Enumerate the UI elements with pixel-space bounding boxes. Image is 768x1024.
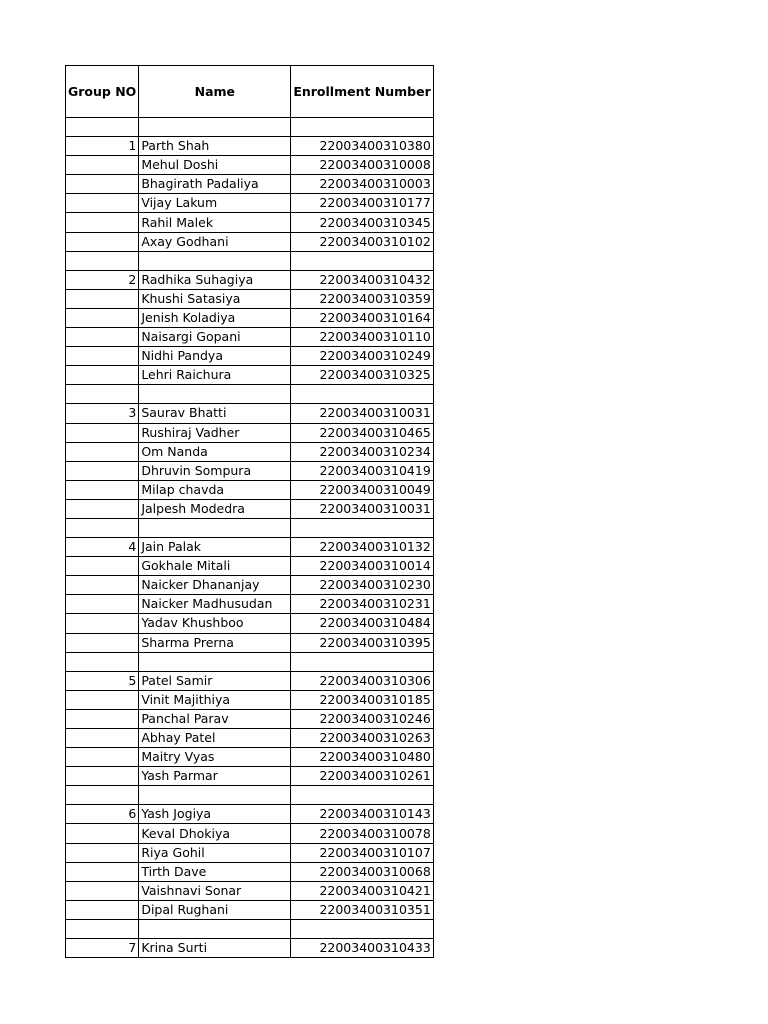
table-row <box>66 690 434 709</box>
empty-cell <box>139 919 291 938</box>
empty-cell <box>66 633 139 652</box>
enrollment-cell: 22003400310177 <box>291 194 433 213</box>
name-cell: Abhay Patel <box>139 729 291 748</box>
table-row <box>66 328 434 347</box>
table-row <box>66 308 434 327</box>
enrollment-cell: 22003400310078 <box>291 824 433 843</box>
enrollment-cell: 22003400310031 <box>291 499 433 518</box>
table-row <box>66 595 434 614</box>
table-row <box>66 137 434 156</box>
name-cell: Jenish Koladiya <box>139 308 291 327</box>
enrollment-cell: 22003400310230 <box>291 576 433 595</box>
enrollment-cell: 22003400310465 <box>291 423 433 442</box>
spacer-row <box>66 385 434 404</box>
empty-cell <box>66 289 139 308</box>
enrollment-cell: 22003400310231 <box>291 595 433 614</box>
name-cell: Vinit Majithiya <box>139 690 291 709</box>
name-cell: Parth Shah <box>139 137 291 156</box>
empty-cell <box>139 251 291 270</box>
header-enrollment: Enrollment Number <box>291 66 433 118</box>
enrollment-cell: 22003400310249 <box>291 347 433 366</box>
name-cell: Vaishnavi Sonar <box>139 881 291 900</box>
empty-cell <box>66 213 139 232</box>
spacer-row <box>66 518 434 537</box>
empty-cell <box>66 881 139 900</box>
empty-cell <box>66 786 139 805</box>
empty-cell <box>66 576 139 595</box>
name-cell: Lehri Raichura <box>139 366 291 385</box>
group-number-cell: 3 <box>66 404 139 423</box>
group-number-cell: 7 <box>66 939 139 958</box>
empty-cell <box>66 385 139 404</box>
table-row <box>66 156 434 175</box>
table-row <box>66 939 434 958</box>
name-cell: Naisargi Gopani <box>139 328 291 347</box>
name-cell: Krina Surti <box>139 939 291 958</box>
empty-cell <box>66 595 139 614</box>
empty-cell <box>66 366 139 385</box>
empty-cell <box>66 614 139 633</box>
spacer-row <box>66 118 434 137</box>
name-cell: Bhagirath Padaliya <box>139 175 291 194</box>
name-cell: Sharma Prerna <box>139 633 291 652</box>
table-row <box>66 232 434 251</box>
table-row <box>66 614 434 633</box>
empty-cell <box>66 919 139 938</box>
spacer-row <box>66 652 434 671</box>
enrollment-cell: 22003400310433 <box>291 939 433 958</box>
empty-cell <box>66 729 139 748</box>
name-cell: Panchal Parav <box>139 709 291 728</box>
table-body <box>66 118 434 958</box>
empty-cell <box>66 118 139 137</box>
name-cell: Nidhi Pandya <box>139 347 291 366</box>
enrollment-cell: 22003400310008 <box>291 156 433 175</box>
empty-cell <box>139 385 291 404</box>
empty-cell <box>66 308 139 327</box>
header-row <box>66 66 434 118</box>
name-cell: Riya Gohil <box>139 843 291 862</box>
name-cell: Yash Parmar <box>139 767 291 786</box>
table-row <box>66 499 434 518</box>
empty-cell <box>66 194 139 213</box>
empty-cell <box>66 690 139 709</box>
name-cell: Patel Samir <box>139 671 291 690</box>
name-cell: Dipal Rughani <box>139 900 291 919</box>
name-cell: Naicker Dhananjay <box>139 576 291 595</box>
empty-cell <box>291 652 433 671</box>
name-cell: Khushi Satasiya <box>139 289 291 308</box>
name-cell: Rushiraj Vadher <box>139 423 291 442</box>
name-cell: Jain Palak <box>139 538 291 557</box>
name-cell: Rahil Malek <box>139 213 291 232</box>
empty-cell <box>66 328 139 347</box>
enrollment-cell: 22003400310480 <box>291 748 433 767</box>
empty-cell <box>139 652 291 671</box>
table-row <box>66 843 434 862</box>
table-row <box>66 900 434 919</box>
enrollment-cell: 22003400310068 <box>291 862 433 881</box>
empty-cell <box>66 480 139 499</box>
table-row <box>66 480 434 499</box>
table-row <box>66 805 434 824</box>
empty-cell <box>66 557 139 576</box>
table-row <box>66 538 434 557</box>
empty-cell <box>66 347 139 366</box>
table-row <box>66 748 434 767</box>
enrollment-cell: 22003400310110 <box>291 328 433 347</box>
enrollment-cell: 22003400310325 <box>291 366 433 385</box>
name-cell: Gokhale Mitali <box>139 557 291 576</box>
table-row <box>66 347 434 366</box>
enrollment-cell: 22003400310049 <box>291 480 433 499</box>
empty-cell <box>66 232 139 251</box>
table-row <box>66 175 434 194</box>
enrollment-cell: 22003400310351 <box>291 900 433 919</box>
empty-cell <box>66 843 139 862</box>
table-row <box>66 442 434 461</box>
enrollment-cell: 22003400310484 <box>291 614 433 633</box>
name-cell: Vijay Lakum <box>139 194 291 213</box>
name-cell: Dhruvin Sompura <box>139 461 291 480</box>
empty-cell <box>139 118 291 137</box>
empty-cell <box>66 862 139 881</box>
empty-cell <box>66 748 139 767</box>
spacer-row <box>66 919 434 938</box>
name-cell: Radhika Suhagiya <box>139 270 291 289</box>
enrollment-cell: 22003400310164 <box>291 308 433 327</box>
name-cell: Saurav Bhatti <box>139 404 291 423</box>
empty-cell <box>66 442 139 461</box>
empty-cell <box>291 919 433 938</box>
empty-cell <box>139 518 291 537</box>
enrollment-cell: 22003400310014 <box>291 557 433 576</box>
empty-cell <box>66 518 139 537</box>
header-name: Name <box>139 66 291 118</box>
spacer-row <box>66 786 434 805</box>
name-cell: Milap chavda <box>139 480 291 499</box>
table-row <box>66 576 434 595</box>
enrollment-cell: 22003400310102 <box>291 232 433 251</box>
enrollment-cell: 22003400310003 <box>291 175 433 194</box>
enrollment-cell: 22003400310359 <box>291 289 433 308</box>
empty-cell <box>139 786 291 805</box>
name-cell: Maitry Vyas <box>139 748 291 767</box>
enrollment-cell: 22003400310419 <box>291 461 433 480</box>
name-cell: Axay Godhani <box>139 232 291 251</box>
empty-cell <box>66 709 139 728</box>
enrollment-cell: 22003400310261 <box>291 767 433 786</box>
empty-cell <box>66 156 139 175</box>
name-cell: Yadav Khushboo <box>139 614 291 633</box>
group-number-cell: 6 <box>66 805 139 824</box>
table-row <box>66 270 434 289</box>
table-row <box>66 557 434 576</box>
enrollment-table <box>65 65 434 958</box>
enrollment-cell: 22003400310395 <box>291 633 433 652</box>
empty-cell <box>66 900 139 919</box>
group-number-cell: 4 <box>66 538 139 557</box>
enrollment-cell: 22003400310143 <box>291 805 433 824</box>
enrollment-cell: 22003400310421 <box>291 881 433 900</box>
enrollment-cell: 22003400310234 <box>291 442 433 461</box>
name-cell: Om Nanda <box>139 442 291 461</box>
table-row <box>66 461 434 480</box>
table-row <box>66 289 434 308</box>
header-group-no: Group NO <box>66 66 139 118</box>
empty-cell <box>291 518 433 537</box>
empty-cell <box>291 118 433 137</box>
empty-cell <box>66 824 139 843</box>
table-row <box>66 767 434 786</box>
enrollment-cell: 22003400310432 <box>291 270 433 289</box>
name-cell: Jalpesh Modedra <box>139 499 291 518</box>
enrollment-cell: 22003400310306 <box>291 671 433 690</box>
empty-cell <box>291 786 433 805</box>
table-row <box>66 194 434 213</box>
empty-cell <box>66 499 139 518</box>
empty-cell <box>66 767 139 786</box>
enrollment-cell: 22003400310380 <box>291 137 433 156</box>
table-row <box>66 404 434 423</box>
name-cell: Yash Jogiya <box>139 805 291 824</box>
empty-cell <box>66 461 139 480</box>
empty-cell <box>66 652 139 671</box>
empty-cell <box>291 385 433 404</box>
name-cell: Mehul Doshi <box>139 156 291 175</box>
enrollment-cell: 22003400310345 <box>291 213 433 232</box>
group-number-cell: 5 <box>66 671 139 690</box>
group-number-cell: 2 <box>66 270 139 289</box>
table-row <box>66 671 434 690</box>
table-row <box>66 633 434 652</box>
table-row <box>66 423 434 442</box>
enrollment-cell: 22003400310107 <box>291 843 433 862</box>
enrollment-cell: 22003400310132 <box>291 538 433 557</box>
name-cell: Tirth Dave <box>139 862 291 881</box>
empty-cell <box>66 251 139 270</box>
empty-cell <box>291 251 433 270</box>
enrollment-cell: 22003400310185 <box>291 690 433 709</box>
empty-cell <box>66 423 139 442</box>
enrollment-cell: 22003400310263 <box>291 729 433 748</box>
table-row <box>66 366 434 385</box>
name-cell: Keval Dhokiya <box>139 824 291 843</box>
name-cell: Naicker Madhusudan <box>139 595 291 614</box>
enrollment-cell: 22003400310031 <box>291 404 433 423</box>
table-row <box>66 709 434 728</box>
enrollment-cell: 22003400310246 <box>291 709 433 728</box>
table-row <box>66 824 434 843</box>
table-row <box>66 729 434 748</box>
table-row <box>66 862 434 881</box>
table-row <box>66 213 434 232</box>
group-number-cell: 1 <box>66 137 139 156</box>
spacer-row <box>66 251 434 270</box>
table-row <box>66 881 434 900</box>
empty-cell <box>66 175 139 194</box>
